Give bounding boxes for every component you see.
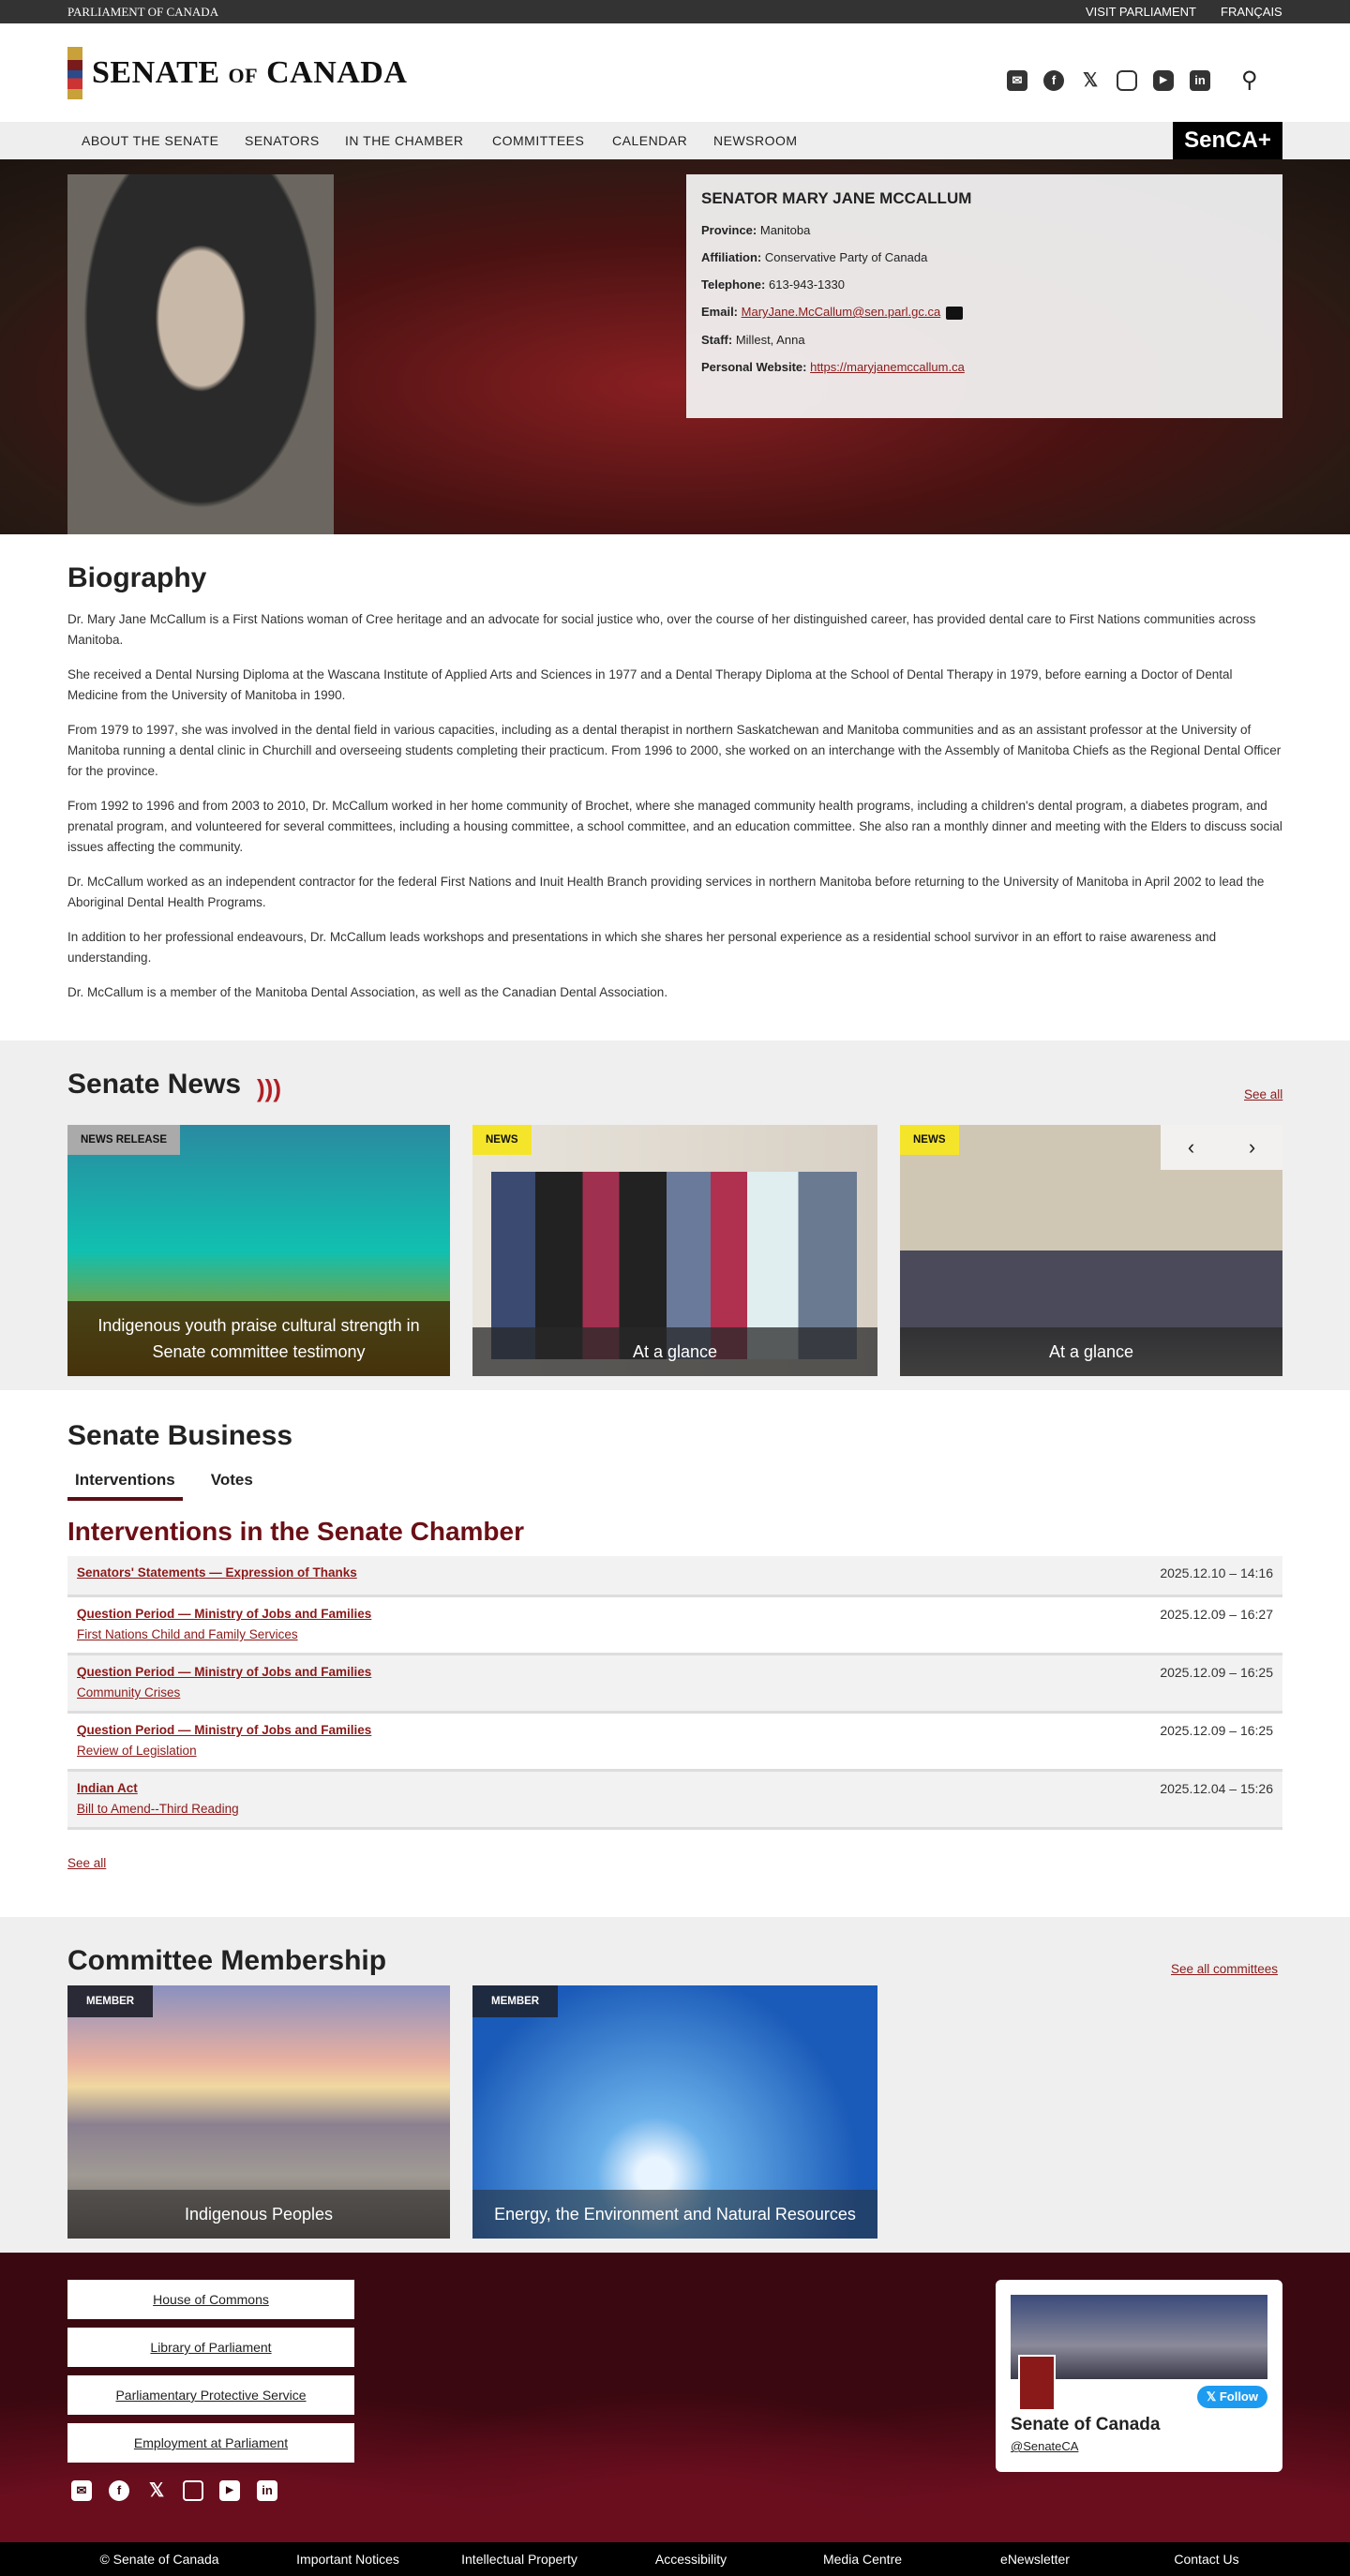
x-account-name: Senate of Canada: [1011, 2415, 1161, 2434]
see-all-committees-link[interactable]: See all committees: [1171, 1962, 1279, 1976]
senca-plus-button[interactable]: SenCA+: [1173, 122, 1282, 159]
intervention-date: 2025.12.10 – 14:16: [1160, 1565, 1273, 1580]
email: Email: MaryJane.McCallum@sen.parl.gc.ca: [701, 305, 1268, 320]
news-caption: At a glance: [472, 1327, 878, 1376]
member-tag: MEMBER: [68, 1985, 153, 2017]
intellectual-property-link[interactable]: Intellectual Property: [461, 2552, 578, 2567]
intervention-sub-link[interactable]: Bill to Amend--Third Reading: [77, 1802, 239, 1816]
main-nav: [0, 122, 1350, 159]
bio-paragraph: Dr. Mary Jane McCallum is a First Nations woman of Cree heritage and an advocate for social justice who, over the course of her distinguished career, has provided dental care to First Nations communities across Manitoba.: [68, 612, 1256, 647]
intervention-link[interactable]: Senators' Statements — Expression of Thanks: [77, 1565, 357, 1580]
news-tag: NEWS RELEASE: [68, 1125, 180, 1155]
member-tag: MEMBER: [472, 1985, 558, 2017]
bio-paragraph: Dr. McCallum is a member of the Manitoba Dental Association, as well as the Canadian Dental Association.: [68, 985, 668, 999]
contact-card-icon[interactable]: [946, 307, 963, 320]
x-icon[interactable]: 𝕏: [1082, 70, 1099, 91]
bio-paragraph: Dr. McCallum worked as an independent contractor for the federal First Nations and Inuit Health Branch providing services in northern Manitoba before returning to the University of Manitoba in April 2002 to lead the Aboriginal Dental Health Programs.: [68, 875, 1265, 909]
intervention-date: 2025.12.09 – 16:27: [1160, 1607, 1273, 1622]
news-tag: NEWS: [472, 1125, 532, 1155]
biography-section: [68, 562, 1282, 1017]
bio-paragraph: In addition to her professional endeavours, Dr. McCallum leads workshops and presentations in which she shares her personal experience as a residential school survivor in an effort to raise awareness and understanding.: [68, 930, 1217, 965]
facebook-icon[interactable]: f: [109, 2480, 129, 2501]
news-see-all-link[interactable]: See all: [1244, 1087, 1283, 1101]
intervention-date: 2025.12.09 – 16:25: [1160, 1723, 1273, 1738]
nav-chamber[interactable]: IN THE CHAMBER: [345, 133, 464, 148]
linkedin-icon[interactable]: in: [257, 2480, 278, 2501]
interventions-table: [68, 1556, 1282, 1830]
intervention-link[interactable]: Question Period — Ministry of Jobs and Families: [77, 1607, 372, 1621]
committee-card[interactable]: [68, 1985, 450, 2239]
envelope-icon[interactable]: ✉: [1007, 70, 1028, 91]
accessibility-link[interactable]: Accessibility: [654, 2552, 728, 2567]
x-avatar: [1018, 2355, 1056, 2411]
affiliation: Affiliation: Conservative Party of Canada: [701, 250, 928, 264]
table-row: [68, 1597, 1282, 1655]
tab-interventions[interactable]: Interventions: [68, 1467, 183, 1501]
footer-link-protective-service[interactable]: Parliamentary Protective Service: [68, 2375, 354, 2415]
table-row: [68, 1556, 1282, 1597]
bio-paragraph: From 1979 to 1997, she was involved in the dental field in various capacities, including as a dental therapist in northern Saskatchewan and Manitoba communities and as an assistant professor at the University of Manitoba running a dental clinic in Churchill and overseeing students completing their practicum. From 1996 to 2000, she worked on an interchange with the Assembly of Manitoba Chiefs as the Regional Dental Officer for the province.: [68, 723, 1282, 778]
important-notices-link[interactable]: Important Notices: [296, 2552, 399, 2567]
table-row: [68, 1655, 1282, 1714]
nav-committees[interactable]: COMMITTEES: [492, 133, 585, 148]
x-profile-card: [996, 2280, 1282, 2472]
interventions-see-all-link[interactable]: See all: [68, 1856, 107, 1870]
footer-link-employment[interactable]: Employment at Parliament: [68, 2423, 354, 2463]
youtube-icon[interactable]: ▶: [219, 2480, 240, 2501]
carousel-prev-icon[interactable]: ‹: [1187, 1135, 1195, 1159]
mace-emblem-icon: [68, 47, 82, 99]
footer-link-house-of-commons[interactable]: House of Commons: [68, 2280, 354, 2319]
contact-us-link[interactable]: Contact Us: [1174, 2552, 1239, 2567]
table-row: [68, 1772, 1282, 1830]
business-title: Senate Business: [68, 1420, 293, 1451]
news-title: Senate News: [68, 1069, 242, 1100]
table-row: [68, 1714, 1282, 1772]
logo-of: OF: [228, 64, 259, 87]
intervention-date: 2025.12.09 – 16:25: [1160, 1665, 1273, 1680]
nav-senators[interactable]: SENATORS: [245, 133, 320, 148]
committee-title: Committee Membership: [68, 1945, 387, 1976]
news-card[interactable]: [900, 1125, 1282, 1376]
search-icon[interactable]: ⚲: [1241, 67, 1258, 93]
media-centre-link[interactable]: Media Centre: [822, 2552, 903, 2567]
senator-info-box: [686, 174, 1282, 418]
intervention-sub-link[interactable]: Community Crises: [77, 1685, 181, 1700]
parliament-top-bar: [0, 0, 1350, 23]
intervention-link[interactable]: Question Period — Ministry of Jobs and Families: [77, 1723, 372, 1737]
intervention-sub-link[interactable]: First Nations Child and Family Services: [77, 1627, 298, 1641]
email-link[interactable]: MaryJane.McCallum@sen.parl.gc.ca: [741, 305, 941, 319]
news-caption: At a glance: [900, 1327, 1282, 1376]
staff: Staff: Millest, Anna: [701, 332, 805, 347]
facebook-icon[interactable]: f: [1043, 70, 1064, 91]
interventions-heading: Interventions in the Senate Chamber: [68, 1517, 524, 1546]
intervention-date: 2025.12.04 – 15:26: [1160, 1781, 1273, 1796]
nav-calendar[interactable]: CALENDAR: [612, 133, 688, 148]
youtube-icon[interactable]: ▶: [1153, 70, 1174, 91]
nav-about[interactable]: ABOUT THE SENATE: [82, 133, 219, 148]
envelope-icon[interactable]: ✉: [71, 2480, 92, 2501]
website: Personal Website: https://maryjanemccallum.ca: [701, 359, 965, 374]
biography-title: Biography: [68, 562, 207, 593]
logo-senate: SENATE: [92, 55, 220, 90]
copyright: © Senate of Canada: [99, 2552, 219, 2567]
senate-logo[interactable]: [68, 47, 407, 99]
news-card[interactable]: [68, 1125, 450, 1376]
telephone: Telephone: 613-943-1330: [701, 277, 845, 292]
site-header: [0, 23, 1350, 122]
committee-card[interactable]: [472, 1985, 878, 2239]
website-link[interactable]: https://maryjanemccallum.ca: [810, 359, 965, 374]
committee-caption: Energy, the Environment and Natural Resources: [472, 2190, 878, 2239]
committee-caption: Indigenous Peoples: [68, 2190, 450, 2239]
x-handle-link[interactable]: @SenateCA: [1011, 2439, 1079, 2453]
enewsletter-link[interactable]: eNewsletter: [1000, 2552, 1070, 2567]
instagram-icon[interactable]: [183, 2480, 203, 2501]
intervention-link[interactable]: Question Period — Ministry of Jobs and Families: [77, 1665, 372, 1679]
intervention-sub-link[interactable]: Review of Legislation: [77, 1744, 197, 1758]
tab-votes[interactable]: Votes: [210, 1471, 253, 1489]
visit-parliament-link[interactable]: VISIT PARLIAMENT: [1086, 5, 1196, 19]
news-tag: NEWS: [900, 1125, 959, 1155]
intervention-link[interactable]: Indian Act: [77, 1781, 138, 1795]
province: Province: Manitoba: [701, 223, 811, 237]
senator-portrait: [68, 174, 334, 534]
logo-canada: CANADA: [266, 55, 408, 90]
rss-icon[interactable]: ))): [257, 1074, 281, 1102]
parliament-of-canada-link[interactable]: PARLIAMENT OF CANADA: [68, 5, 219, 19]
x-icon[interactable]: 𝕏: [148, 2480, 165, 2501]
footer-link-library[interactable]: Library of Parliament: [68, 2328, 354, 2367]
news-card[interactable]: [472, 1125, 878, 1376]
news-caption: Indigenous youth praise cultural strength in Senate committee testimony: [68, 1301, 450, 1376]
bio-paragraph: She received a Dental Nursing Diploma at the Wascana Institute of Applied Arts and Sciences in 1977 and a Dental Therapy Diploma at the School of Dental Therapy in 1979, before earning a Doctor of Dental Medicine from the University of Manitoba in 1990.: [68, 667, 1233, 702]
nav-newsroom[interactable]: NEWSROOM: [713, 133, 798, 148]
carousel-next-icon[interactable]: ›: [1248, 1135, 1256, 1159]
x-follow-button[interactable]: 𝕏 Follow: [1197, 2386, 1268, 2408]
business-tabs: [68, 1467, 261, 1501]
senator-name: SENATOR MARY JANE MCCALLUM: [701, 189, 972, 207]
footer-bottom-bar: [0, 2542, 1350, 2576]
instagram-icon[interactable]: [1117, 70, 1137, 91]
bio-paragraph: From 1992 to 1996 and from 2003 to 2010, Dr. McCallum worked in her home community of Brochet, where she managed community health programs, including a children's dental program, a diabetes program, and prenatal program, and volunteered for several committees, including a housing committee, a school committee, and an education committee. She also ran a monthly dinner and meeting with the Elders to discuss social issues affecting the community.: [68, 799, 1282, 854]
francais-link[interactable]: FRANÇAIS: [1221, 5, 1282, 19]
linkedin-icon[interactable]: in: [1190, 70, 1210, 91]
social-links: [1007, 67, 1258, 94]
